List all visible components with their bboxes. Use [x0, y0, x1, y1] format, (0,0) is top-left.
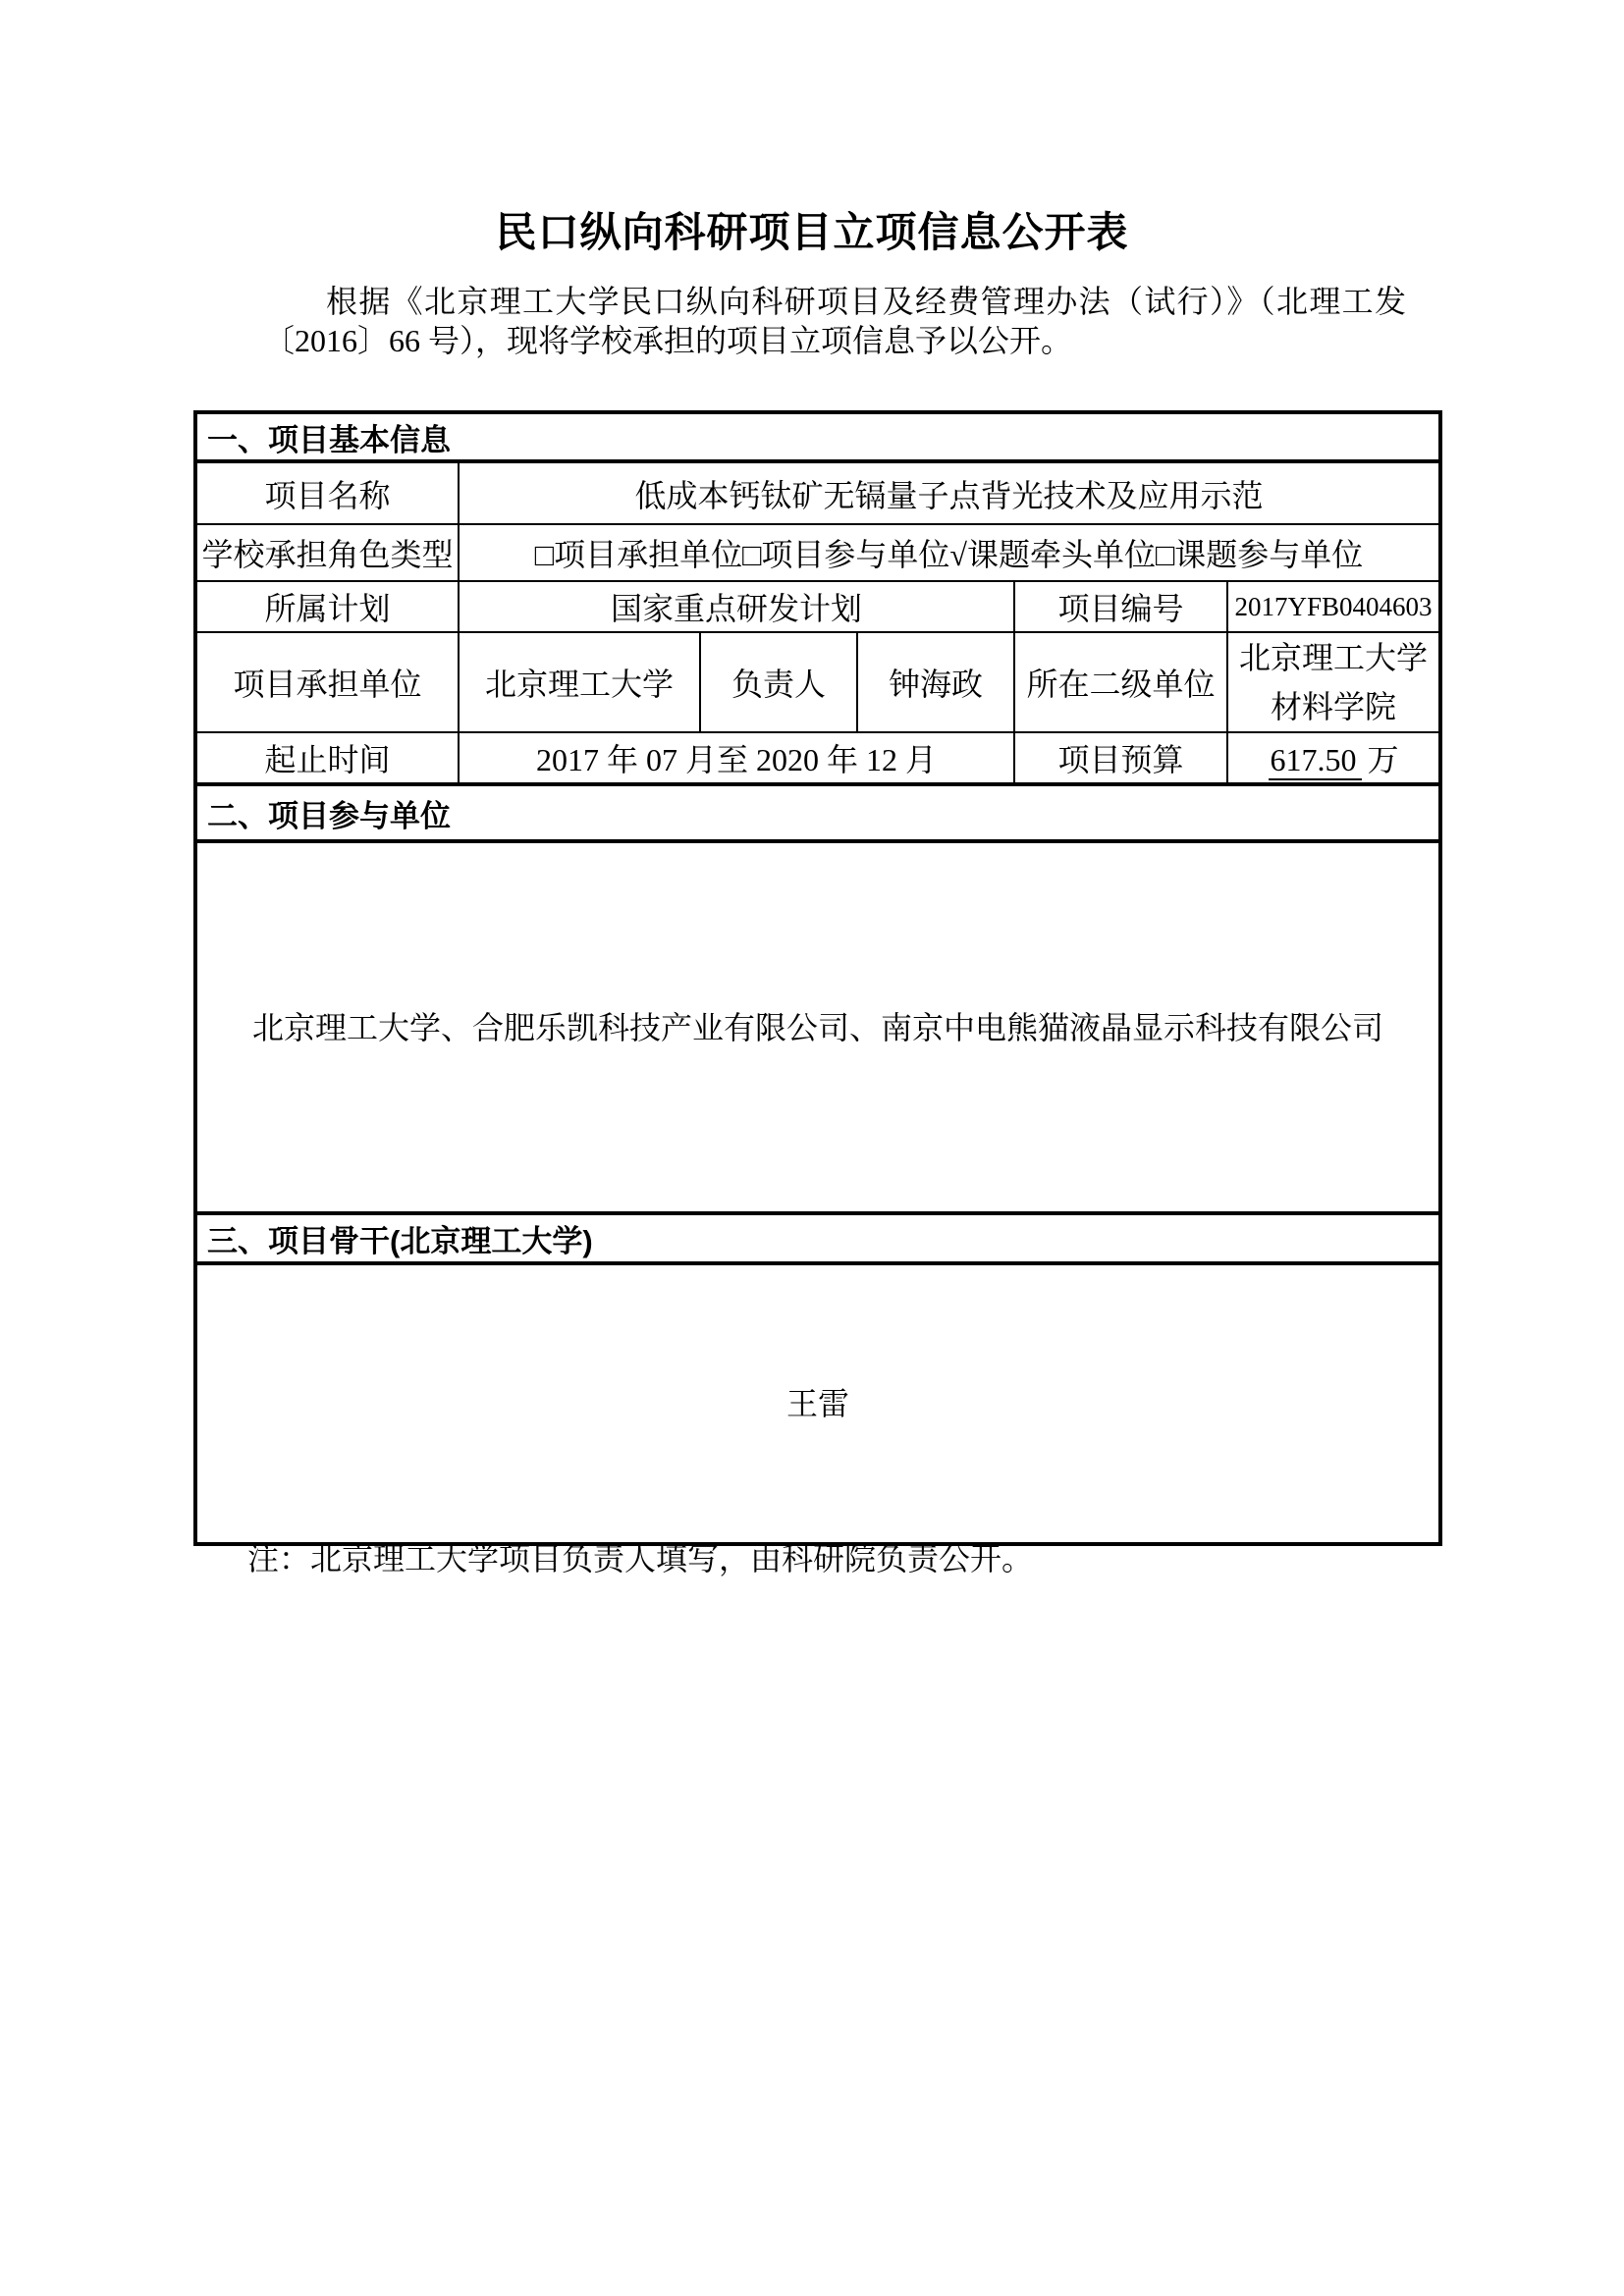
project-info-table — [193, 410, 1442, 1546]
project-number-value: 2017YFB0404603 — [1227, 581, 1440, 632]
section2-header: 二、项目参与单位 — [195, 784, 1440, 841]
backbone-value: 王雷 — [195, 1263, 1440, 1544]
table-row — [195, 461, 1440, 524]
participants-value: 北京理工大学、合肥乐凯科技产业有限公司、南京中电熊猫液晶显示科技有限公司 — [195, 841, 1440, 1213]
table-row — [195, 732, 1440, 784]
secondary-unit-label: 所在二级单位 — [1014, 632, 1227, 732]
budget-label: 项目预算 — [1014, 732, 1227, 784]
table-row — [195, 632, 1440, 732]
role-type-label: 学校承担角色类型 — [195, 524, 459, 581]
duration-label: 起止时间 — [195, 732, 459, 784]
role-type-value: □项目承担单位□项目参与单位√课题牵头单位□课题参与单位 — [459, 524, 1440, 581]
table-row — [195, 412, 1440, 461]
footer-note: 注：北京理工大学项目负责人填写，由科研院负责公开。 — [247, 1541, 1034, 1576]
table-row — [195, 841, 1440, 1213]
secondary-unit-value: 北京理工大学材料学院 — [1227, 632, 1440, 732]
leader-value: 钟海政 — [857, 632, 1014, 732]
duration-value: 2017 年 07 月至 2020 年 12 月 — [459, 732, 1014, 784]
plan-label: 所属计划 — [195, 581, 459, 632]
project-name-label: 项目名称 — [195, 461, 459, 524]
budget-unit: 万 — [1367, 742, 1399, 777]
intro-paragraph: 根据《北京理工大学民口纵向科研项目及经费管理办法（试行）》（北理工发〔2016〕66 号），现将学校承担的项目立项信息予以公开。 — [263, 284, 1406, 358]
table-row — [195, 784, 1440, 841]
table-row — [195, 1263, 1440, 1544]
budget-value — [1227, 732, 1440, 784]
undertaker-label: 项目承担单位 — [195, 632, 459, 732]
table-row — [195, 524, 1440, 581]
leader-label: 负责人 — [700, 632, 857, 732]
plan-value: 国家重点研发计划 — [459, 581, 1014, 632]
project-number-label: 项目编号 — [1014, 581, 1227, 632]
budget-amount: 617.50 — [1269, 742, 1362, 780]
page-title: 民口纵向科研项目立项信息公开表 — [495, 211, 1129, 256]
section3-header: 三、项目骨干(北京理工大学) — [195, 1213, 1440, 1263]
table-row — [195, 1213, 1440, 1263]
undertaker-value: 北京理工大学 — [459, 632, 700, 732]
section1-header: 一、项目基本信息 — [195, 412, 1440, 461]
project-name-value: 低成本钙钛矿无镉量子点背光技术及应用示范 — [459, 461, 1440, 524]
table-row — [195, 581, 1440, 632]
